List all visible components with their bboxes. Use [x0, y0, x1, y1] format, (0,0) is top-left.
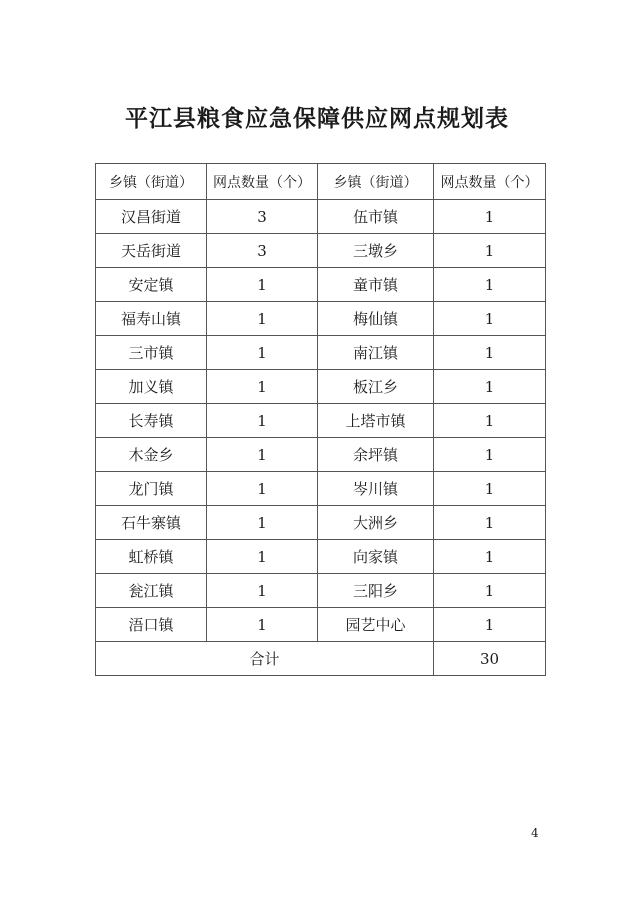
- table-row: [96, 506, 546, 540]
- outlet-count: 1: [434, 370, 546, 404]
- header-township-2: 乡镇（街道）: [318, 164, 434, 200]
- township-name: 余坪镇: [318, 438, 434, 472]
- township-name: 瓮江镇: [96, 574, 207, 608]
- outlet-count: 1: [207, 540, 318, 574]
- outlet-count: 1: [434, 472, 546, 506]
- table-row: [96, 234, 546, 268]
- outlet-count: 1: [434, 268, 546, 302]
- total-label: 合计: [96, 642, 434, 676]
- township-name: 梅仙镇: [318, 302, 434, 336]
- township-name: 福寿山镇: [96, 302, 207, 336]
- outlet-count: 1: [434, 234, 546, 268]
- township-name: 三阳乡: [318, 574, 434, 608]
- township-name: 板江乡: [318, 370, 434, 404]
- supply-outlet-table: [95, 163, 546, 676]
- outlet-count: 3: [207, 200, 318, 234]
- outlet-count: 1: [434, 506, 546, 540]
- document-title: 平江县粮食应急保障供应网点规划表: [125, 105, 509, 132]
- outlet-count: 1: [207, 336, 318, 370]
- outlet-count: 1: [207, 472, 318, 506]
- outlet-count: 1: [434, 336, 546, 370]
- township-name: 安定镇: [96, 268, 207, 302]
- table-row: [96, 302, 546, 336]
- total-value: 30: [434, 642, 546, 676]
- table-header-row: [96, 164, 546, 200]
- outlet-count: 1: [434, 404, 546, 438]
- outlet-count: 1: [207, 302, 318, 336]
- township-name: 天岳街道: [96, 234, 207, 268]
- township-name: 岑川镇: [318, 472, 434, 506]
- header-outlet-count-2: 网点数量（个）: [434, 164, 546, 200]
- township-name: 汉昌街道: [96, 200, 207, 234]
- table-row: [96, 370, 546, 404]
- outlet-count: 1: [207, 370, 318, 404]
- township-name: 虹桥镇: [96, 540, 207, 574]
- township-name: 童市镇: [318, 268, 434, 302]
- township-name: 大洲乡: [318, 506, 434, 540]
- table-row: [96, 608, 546, 642]
- outlet-count: 1: [434, 608, 546, 642]
- township-name: 长寿镇: [96, 404, 207, 438]
- table-row: [96, 268, 546, 302]
- table-row: [96, 472, 546, 506]
- outlet-count: 1: [207, 438, 318, 472]
- table-row: [96, 200, 546, 234]
- township-name: 加义镇: [96, 370, 207, 404]
- outlet-count: 1: [434, 574, 546, 608]
- township-name: 园艺中心: [318, 608, 434, 642]
- table-row: [96, 336, 546, 370]
- outlet-count: 1: [207, 268, 318, 302]
- township-name: 伍市镇: [318, 200, 434, 234]
- township-name: 三墩乡: [318, 234, 434, 268]
- township-name: 上塔市镇: [318, 404, 434, 438]
- total-row: [96, 642, 546, 676]
- township-name: 浯口镇: [96, 608, 207, 642]
- township-name: 三市镇: [96, 336, 207, 370]
- outlet-count: 1: [434, 200, 546, 234]
- outlet-count: 1: [434, 438, 546, 472]
- table-row: [96, 574, 546, 608]
- outlet-count: 1: [207, 404, 318, 438]
- header-outlet-count-1: 网点数量（个）: [207, 164, 318, 200]
- outlet-count: 3: [207, 234, 318, 268]
- header-township-1: 乡镇（街道）: [96, 164, 207, 200]
- outlet-count: 1: [207, 506, 318, 540]
- township-name: 木金乡: [96, 438, 207, 472]
- township-name: 龙门镇: [96, 472, 207, 506]
- outlet-count: 1: [207, 574, 318, 608]
- township-name: 向家镇: [318, 540, 434, 574]
- table-row: [96, 438, 546, 472]
- page-number: 4: [531, 826, 539, 840]
- outlet-count: 1: [434, 302, 546, 336]
- table-row: [96, 404, 546, 438]
- table-row: [96, 540, 546, 574]
- outlet-count: 1: [207, 608, 318, 642]
- outlet-count: 1: [434, 540, 546, 574]
- township-name: 南江镇: [318, 336, 434, 370]
- township-name: 石牛寨镇: [96, 506, 207, 540]
